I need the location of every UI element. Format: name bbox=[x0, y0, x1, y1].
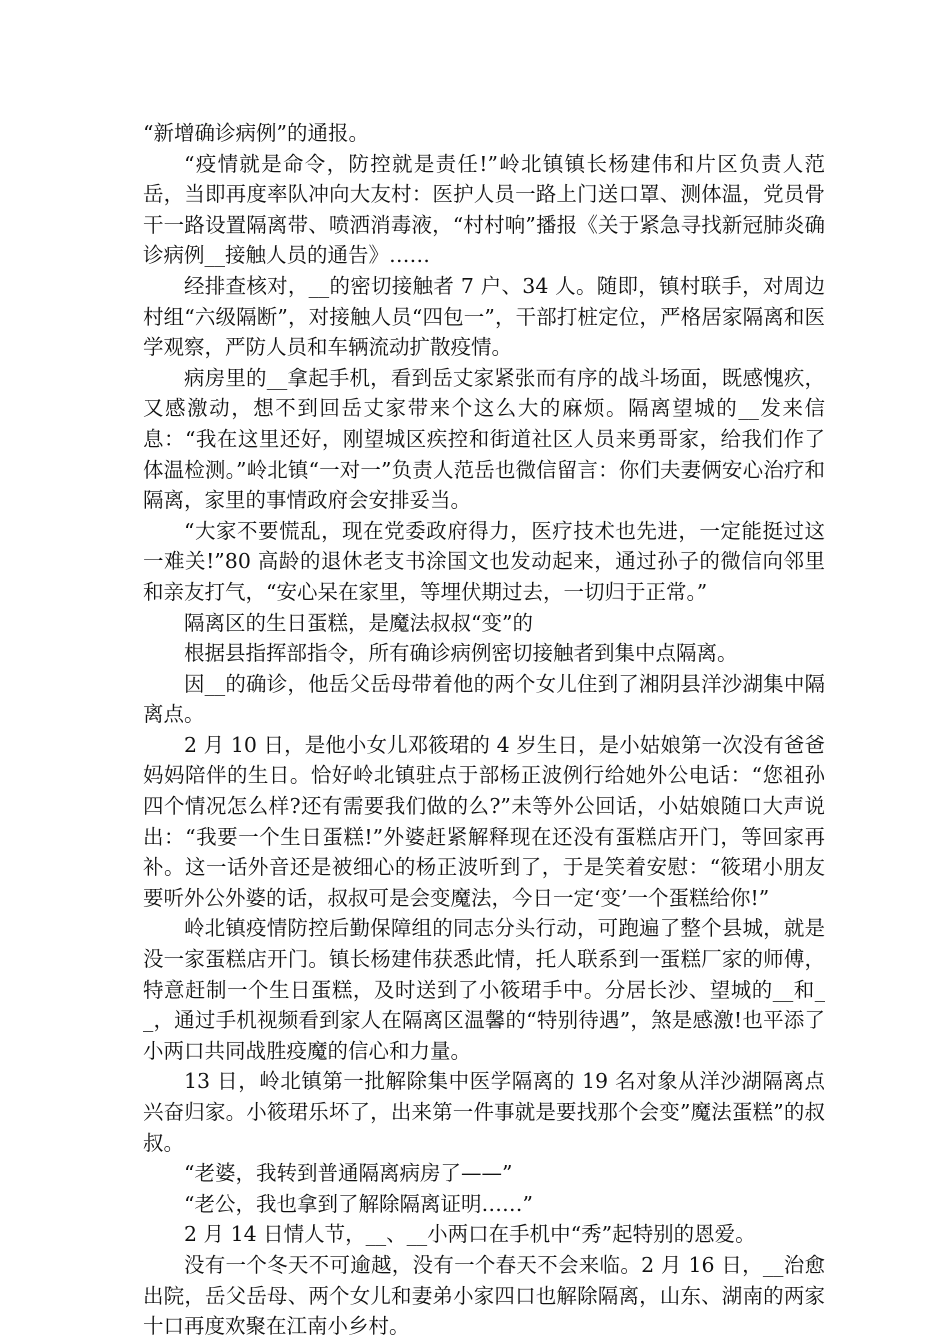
paragraph: 没有一个冬天不可逾越，没有一个春天不会来临。2 月 16 日，__治愈出院，岳父岳母、两个女儿和妻弟小家四口也解除隔离，山东、湖南的两家十口再度欢聚在江南小乡村。 bbox=[143, 1252, 825, 1339]
paragraph: 13 日，岭北镇第一批解除集中医学隔离的 19 名对象从洋沙湖隔离点兴奋归家。小筱珺乐坏了，出来第一件事就是要找那个会变”魔法蛋糕”的叔叔。 bbox=[143, 1069, 825, 1155]
paragraph: “疫情就是命令，防控就是责任!”岭北镇镇长杨建伟和片区负责人范岳，当即再度率队冲向大友村：医护人员一路上门送口罩、测体温，党员骨干一路设置隔离带、喷洒消毒液，“村村响”播报《关于紧急寻找新冠肺炎确诊病例__接触人员的通告》…… bbox=[143, 151, 825, 268]
paragraph: “老公，我也拿到了解除隔离证明……” bbox=[184, 1191, 533, 1216]
paragraph: “老婆，我转到普通隔离病房了——” bbox=[184, 1161, 513, 1186]
document-body bbox=[143, 118, 825, 1342]
paragraph: 因__的确诊，他岳父岳母带着他的两个女儿住到了湘阴县洋沙湖集中隔离点。 bbox=[143, 671, 825, 727]
paragraph: “大家不要慌乱，现在党委政府得力，医疗技术也先进，一定能挺过这一难关!”80 高龄的退休老支书涂国文也发动起来，通过孙子的微信向邻里和亲友打气，“安心呆在家里，等埋伏期过去，一切归于正常。” bbox=[143, 518, 825, 604]
paragraph: 经排查核对，__的密切接触者 7 户、34 人。随即，镇村联手，对周边村组“六级隔断”，对接触人员“四包一”，干部打桩定位，严格居家隔离和医学观察，严防人员和车辆流动扩散疫情。 bbox=[143, 273, 825, 360]
paragraph: 2 月 14 日情人节，__、__小两口在手机中“秀”起特别的恩爱。 bbox=[184, 1222, 756, 1247]
paragraph: 病房里的__拿起手机，看到岳丈家紧张而有序的战斗场面，既感愧疚，又感激动，想不到回岳丈家带来个这么大的麻烦。隔离望城的__发来信息：“我在这里还好，刚望城区疾控和街道社区人员来勇哥家，给我们作了体温检测。”岭北镇“一对一”负责人范岳也微信留言：你们夫妻俩安心治疗和隔离，家里的事情政府会安排妥当。 bbox=[143, 365, 825, 513]
paragraph: 2 月 10 日，是他小女儿邓筱珺的 4 岁生日，是小姑娘第一次没有爸爸妈妈陪伴的生日。恰好岭北镇驻点于部杨正波例行给她外公电话：“您祖孙四个情况怎么样?还有需要我们做的么?”未等外公回话，小姑娘随口大声说出：“我要一个生日蛋糕!”外婆赶紧解释现在还没有蛋糕店开门，等回家再补。这一话外音还是被细心的杨正波听到了，于是笑着安慰：“筱珺小朋友要听外公外婆的话，叔叔可是会变魔法，今日一定‘变’一个蛋糕给你!” bbox=[143, 732, 825, 910]
paragraph: 岭北镇疫情防控后勤保障组的同志分头行动，可跑遍了整个县城，就是没一家蛋糕店开门。镇长杨建伟获悉此情，托人联系到一蛋糕厂家的师傅，特意赶制一个生日蛋糕，及时送到了小筱珺手中。分居长沙、望城的__和__，通过手机视频看到家人在隔离区温馨的“特别待遇”，煞是感激!也平添了小两口共同战胜疫魔的信心和力量。 bbox=[143, 916, 825, 1063]
paragraph: 根据县指挥部指令，所有确诊病例密切接触者到集中点隔离。 bbox=[184, 641, 738, 666]
paragraph: “新增确诊病例”的通报。 bbox=[143, 121, 369, 145]
section-heading: 隔离区的生日蛋糕，是魔法叔叔“变”的 bbox=[184, 610, 533, 635]
